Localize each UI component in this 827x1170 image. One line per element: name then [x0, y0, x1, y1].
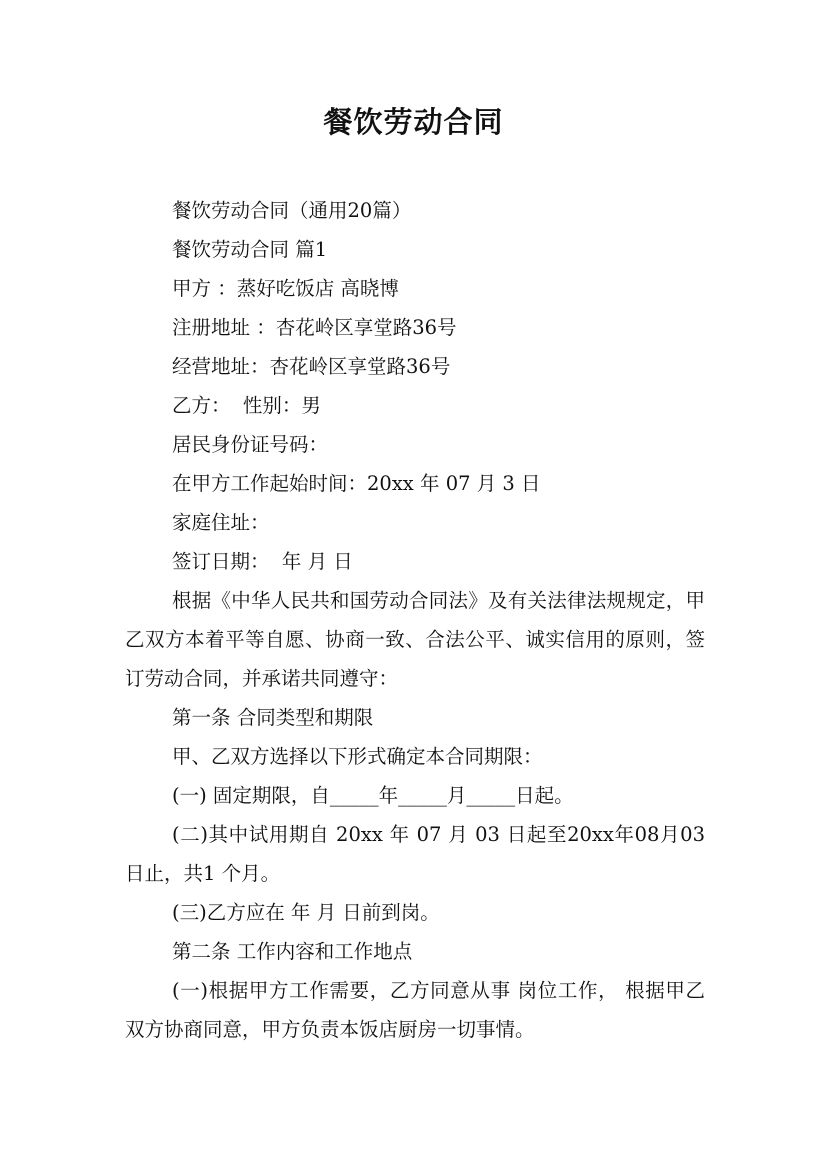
- paragraph-party-a: 甲方 ：蒸好吃饭店 高晓博: [172, 277, 399, 300]
- paragraph-start-date: 在甲方工作起始时间：20xx 年 07 月 3 日: [172, 472, 541, 495]
- paragraph-business-address: 经营地址：杏花岭区享堂路36号: [172, 355, 451, 378]
- document-title: 餐饮劳动合同: [323, 105, 504, 139]
- document-body: [125, 191, 705, 1049]
- paragraph-registered-address: 注册地址 ：杏花岭区享堂路36号: [172, 316, 457, 339]
- paragraph-article-1-heading: 第一条 合同类型和期限: [172, 706, 374, 729]
- paragraph-party-b: 乙方： 性别：男: [172, 394, 321, 417]
- paragraph-section-heading: 餐饮劳动合同 篇1: [172, 238, 328, 261]
- paragraph-preamble: 根据《中华人民共和国劳动合同法》及有关法律法规规定，甲乙双方本着平等自愿、协商一致、合法公平、诚实信用的原则，签订劳动合同，并承诺共同遵守：: [125, 589, 705, 690]
- paragraph-article-2-item-1: (一)根据甲方工作需要，乙方同意从事 岗位工作， 根据甲乙双方协商同意，甲方负责本饭店厨房一切事情。: [125, 979, 705, 1041]
- paragraph-article-2-heading: 第二条 工作内容和工作地点: [172, 940, 413, 963]
- paragraph-article-1-item-2: (二)其中试用期自 20xx 年 07 月 03 日起至20xx年08月03日止，共1 个月。: [125, 823, 705, 885]
- paragraph-collection-title: 餐饮劳动合同（通用20篇）: [172, 199, 412, 222]
- paragraph-article-1-intro: 甲、乙双方选择以下形式确定本合同期限：: [172, 745, 543, 768]
- paragraph-id-number: 居民身份证号码：: [172, 433, 329, 456]
- paragraph-signing-date: 签订日期： 年 月 日: [172, 550, 353, 573]
- paragraph-article-1-item-1: (一) 固定期限，自_____年_____月_____日起。: [172, 784, 574, 807]
- paragraph-home-address: 家庭住址：: [172, 511, 270, 534]
- paragraph-article-1-item-3: (三)乙方应在 年 月 日前到岗。: [172, 901, 440, 924]
